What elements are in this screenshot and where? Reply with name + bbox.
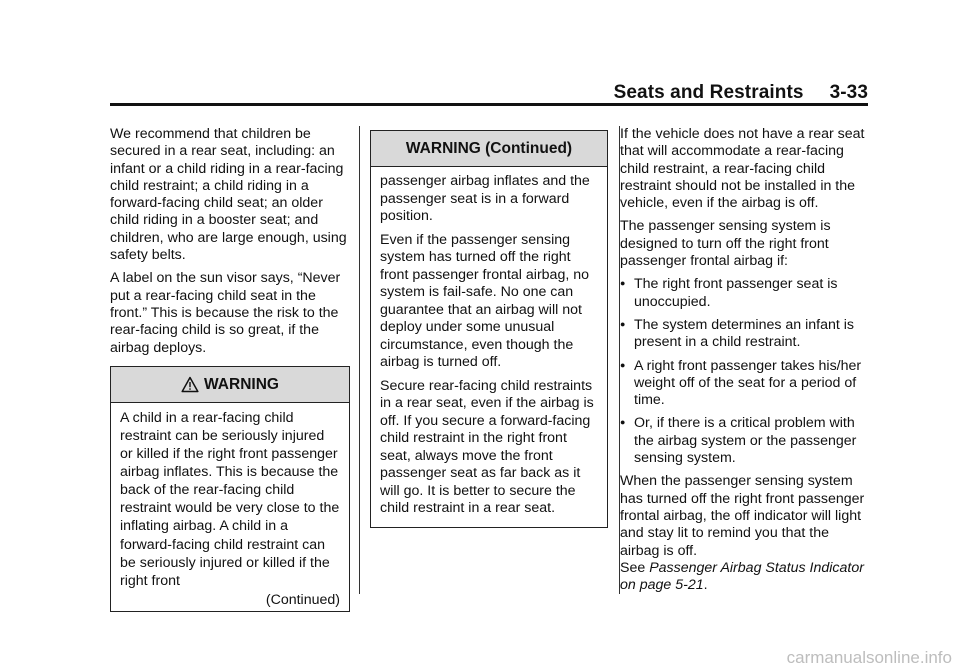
bullet-icon: ● <box>620 417 626 428</box>
page-header <box>110 82 868 104</box>
watermark: carmanualsonline.info <box>786 648 952 667</box>
paragraph: Even if the passenger sensing system has turned off the right front passenger frontal airbag, no system is fail-safe. No one can guarantee that an airbag will not deploy under some unusual circumstance, even though the airbag is turned off. <box>380 231 590 370</box>
paragraph: We recommend that children be secured in a rear seat, including: an infant or a child riding in a rear-facing child restraint; a child riding in a forward-facing child seat; an older child riding in a booster seat; and children, who are large enough, using safety belts. <box>110 126 347 264</box>
column-1 <box>110 126 350 612</box>
warning-text: A child in a rear-facing child restraint can be seriously injured or killed if the right front passenger airbag inflates. This is because the back of the rear-facing child restraint would be very close to the inflating airbag. A child in a forward-facing child restraint can be seriously injured or killed if the right front <box>120 409 340 589</box>
paragraph: passenger airbag inflates and the passenger seat is in a forward position. <box>380 173 590 224</box>
column-2 <box>370 130 608 528</box>
warning-body <box>111 403 349 611</box>
cross-reference: See Passenger Airbag Status Indicator on page 5-21. <box>620 559 864 594</box>
column-3 <box>620 126 868 600</box>
warning-box <box>110 366 350 612</box>
paragraph: When the passenger sensing system has turned off the right front passenger frontal airbag, the off indicator will light and stay lit to remind you that the airbag is off. <box>620 473 865 559</box>
paragraph: Secure rear-facing child restraints in a rear seat, even if the airbag is off. If you secure a forward-facing child restraint in the right front seat, always move the front passenger seat as far back as it will go. It is better to secure the child restraint in a rear seat. <box>380 377 594 516</box>
warning-continued-box <box>370 130 608 528</box>
bullet-icon: ● <box>620 318 626 329</box>
bullet-item: ● A right front passenger takes his/her weight off of the seat for a period of time. <box>620 357 862 409</box>
bullet-icon: ● <box>620 278 626 289</box>
section-title: Seats and Restraints <box>613 82 804 103</box>
header-rule <box>110 103 868 106</box>
warning-header <box>111 367 349 403</box>
warning-title: WARNING <box>204 375 279 393</box>
paragraph: If the vehicle does not have a rear seat that will accommodate a rear-facing child restraint, a rear-facing child restraint should not be installed in the vehicle, even if the airbag is off. <box>620 126 865 212</box>
cross-reference-link[interactable]: Passenger Airbag Status Indicator on page 5-21 <box>620 559 864 594</box>
warning-triangle-icon <box>181 376 199 393</box>
bullet-item: ● The system determines an infant is present in a child restraint. <box>620 316 855 351</box>
column-divider-left <box>359 126 360 594</box>
page-number: 3-33 <box>829 82 868 103</box>
bullet-icon: ● <box>620 359 626 370</box>
bullet-item: ● The right front passenger seat is unoccupied. <box>620 276 838 310</box>
continued-label: (Continued) <box>265 591 340 608</box>
paragraph: The passenger sensing system is designed to turn off the right front passenger frontal airbag if: <box>620 218 831 270</box>
paragraph: A label on the sun visor says, “Never put a rear-facing child seat in the front.” This is because the risk to the rear-facing child is so great, if the airbag deploys. <box>110 270 341 356</box>
warning-continued-header: WARNING (Continued) <box>371 131 607 167</box>
warning-continued-body <box>371 167 607 527</box>
bullet-item: ● Or, if there is a critical problem with the airbag system or the passenger sensing system. <box>620 415 857 467</box>
